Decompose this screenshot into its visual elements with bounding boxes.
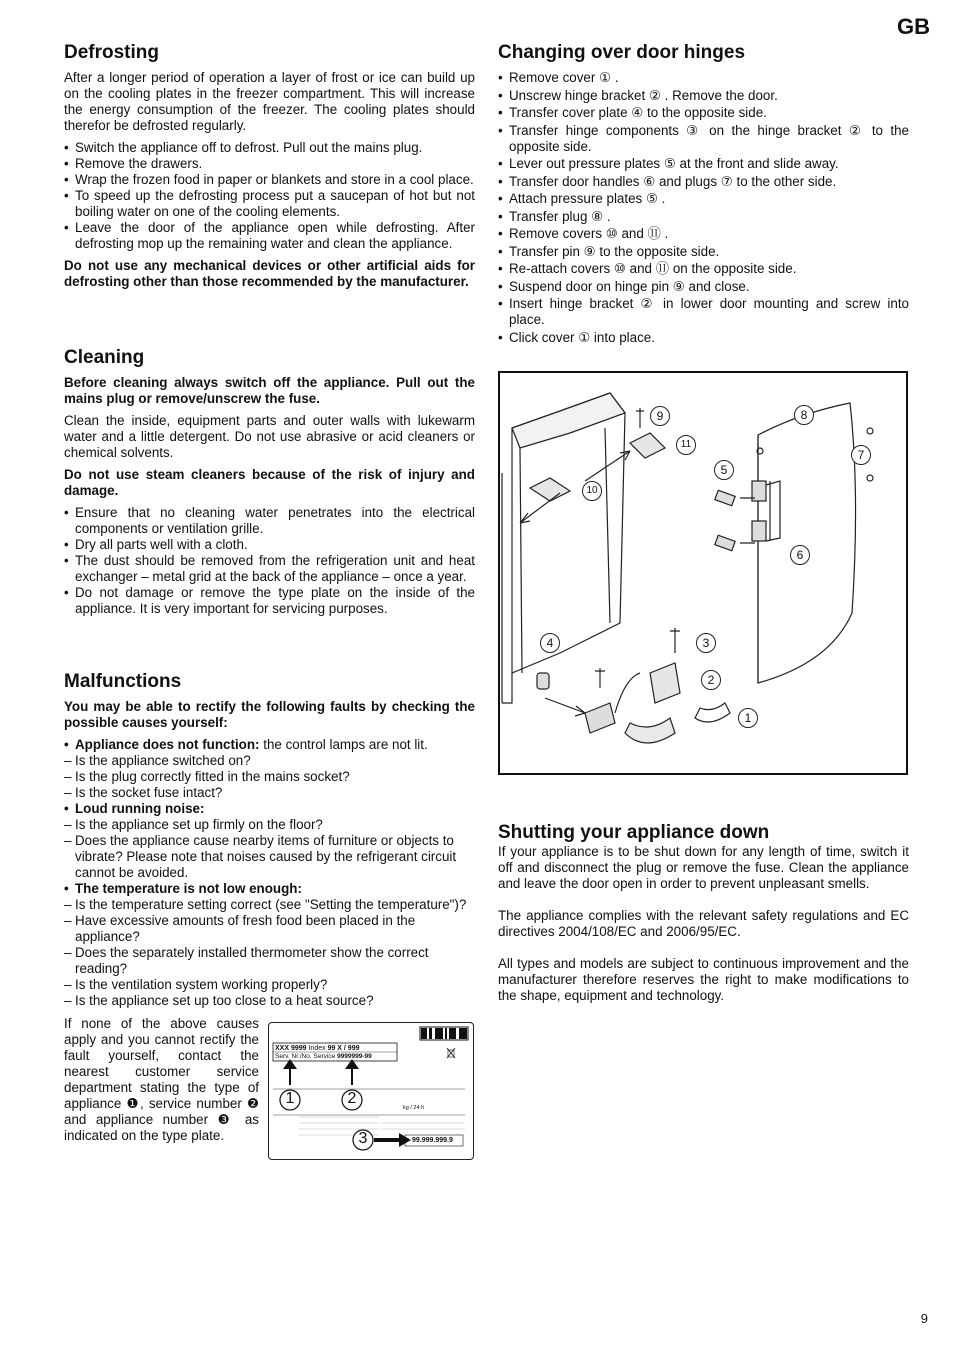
callout-9: 9: [650, 406, 670, 426]
list-item: • Attach pressure plates ⑤ .: [498, 191, 909, 207]
callout-11: 11: [676, 435, 696, 455]
type-plate-model: XXX 9999 Index 99 X / 999: [275, 1045, 360, 1052]
callout-7: 7: [851, 445, 871, 465]
callout-1: 1: [738, 708, 758, 728]
malfunctions-section: [64, 671, 475, 1009]
list-item: • To speed up the defrosting process put a saucepan of hot but not boiling water on one of the cooling elements.: [64, 188, 475, 220]
list-item: • Transfer plug ⑧ .: [498, 209, 909, 225]
hinges-title: Changing over door hinges: [498, 42, 746, 63]
callout-10: 10: [582, 481, 602, 501]
page-number: 9: [920, 1311, 928, 1326]
defrosting-section: [64, 42, 475, 296]
shutdown-text: If your appliance is to be shut down for any length of time, switch it off and disconnect the plug or remove the fuse. Clean the appliance and leave the door open in order to prevent unpleasant smells.: [498, 844, 909, 891]
list-item: – Is the socket fuse intact?: [64, 785, 475, 801]
list-item: • Switch the appliance off to defrost. Pull out the mains plug.: [64, 140, 475, 156]
list-item: • Ensure that no cleaning water penetrates into the electrical components or ventilation grille.: [64, 505, 475, 537]
callout-6: 6: [790, 545, 810, 565]
fault-checks: [64, 753, 475, 801]
list-item: • Insert hinge bracket ② in lower door mounting and screw into place.: [498, 296, 909, 328]
type-plate-marker-3: 3: [358, 1130, 368, 1147]
list-item: – Is the ventilation system working properly?: [64, 977, 475, 993]
callout-2: 2: [701, 670, 721, 690]
callout-3: 3: [696, 633, 716, 653]
list-item: – Is the temperature setting correct (see "Setting the temperature")?: [64, 897, 475, 913]
type-plate-unit: kg / 24 h: [403, 1105, 425, 1111]
cleaning-warning: Before cleaning always switch off the appliance. Pull out the mains plug or remove/unscrew the fuse.: [64, 375, 475, 406]
list-item: • Re-attach covers ⑩ and ⑪ on the opposite side.: [498, 261, 909, 277]
compliance-text: The appliance complies with the relevant safety regulations and EC directives 2004/108/EC and 2006/95/EC.: [498, 908, 909, 939]
malfunctions-intro: You may be able to rectify the following faults by checking the possible causes yourself:: [64, 699, 475, 730]
type-plate-marker-2: 2: [347, 1090, 357, 1107]
list-item: • Click cover ① into place.: [498, 330, 909, 346]
list-item: • Wrap the frozen food in paper or blankets and store in a cool place.: [64, 172, 475, 188]
list-item: • Lever out pressure plates ⑤ at the front and slide away.: [498, 156, 909, 172]
callout-8: 8: [794, 405, 814, 425]
list-item: • Transfer hinge components ③ on the hinge bracket ② to the opposite side.: [498, 123, 909, 155]
cleaning-section: [64, 347, 475, 623]
list-item: • Do not damage or remove the type plate on the inside of the appliance. It is very important for servicing purposes.: [64, 585, 475, 617]
hinges-steps: [498, 70, 909, 346]
malfunctions-title: Malfunctions: [64, 671, 182, 692]
list-item: – Does the appliance cause nearby items of furniture or objects to vibrate? Please note that noises caused by the refrigerant circuit cannot be avoided.: [64, 833, 475, 881]
hinges-section: [498, 42, 909, 352]
modification-text: All types and models are subject to continuous improvement and the manufacturer therefore reserves the right to make modifications to the shape, equipment and technology.: [498, 956, 909, 1003]
fault-checks: [64, 897, 475, 1009]
type-plate-marker-1: 1: [285, 1090, 295, 1107]
cleaning-text: Clean the inside, equipment parts and outer walls with lukewarm water and a little detergent. Do not use abrasive or acid cleaners or chemical solvents.: [64, 413, 475, 460]
list-item: • Transfer cover plate ④ to the opposite side.: [498, 105, 909, 121]
list-item: • Remove cover ① .: [498, 70, 909, 86]
shutdown-title: Shutting your appliance down: [498, 822, 770, 843]
door-hinge-diagram: [498, 371, 908, 775]
list-item: – Have excessive amounts of fresh food been placed in the appliance?: [64, 913, 475, 945]
fault-heading: • The temperature is not low enough:: [64, 881, 475, 897]
defrosting-title: Defrosting: [64, 42, 159, 63]
cleaning-title: Cleaning: [64, 347, 145, 368]
fault-checks: [64, 817, 475, 881]
type-plate-appliance-number: 99.999.999.9: [412, 1137, 453, 1144]
fault-heading: • Loud running noise:: [64, 801, 475, 817]
list-item: – Does the separately installed thermometer show the correct reading?: [64, 945, 475, 977]
list-item: • Remove the drawers.: [64, 156, 475, 172]
callout-4: 4: [540, 633, 560, 653]
defrosting-warning: Do not use any mechanical devices or other artificial aids for defrosting other than those recommended by the manufacturer.: [64, 258, 475, 289]
list-item: • Remove covers ⑩ and ⑪ .: [498, 226, 909, 242]
list-item: – Is the plug correctly fitted in the mains socket?: [64, 769, 475, 785]
list-item: • Suspend door on hinge pin ⑨ and close.: [498, 279, 909, 295]
language-tag: GB: [897, 14, 930, 39]
cleaning-warning-steam: Do not use steam cleaners because of the risk of injury and damage.: [64, 467, 475, 498]
fault-heading: • Appliance does not function: the control lamps are not lit.: [64, 737, 475, 753]
list-item: • Leave the door of the appliance open while defrosting. After defrosting mop up the remaining water and clean the appliance.: [64, 220, 475, 252]
list-item: • Dry all parts well with a cloth.: [64, 537, 475, 553]
list-item: • Unscrew hinge bracket ② . Remove the door.: [498, 88, 909, 104]
contact-service-text: If none of the above causes apply and you cannot rectify the fault yourself, contact the nearest customer service department stating the type of appliance ❶, service number ❷ and appliance number ❸ as indicated on the type plate.: [64, 1016, 259, 1143]
callout-5: 5: [714, 460, 734, 480]
defrosting-steps: [64, 140, 475, 252]
door-hinge-drawing: [500, 373, 905, 772]
list-item: – Is the appliance set up too close to a heat source?: [64, 993, 475, 1009]
list-item: • Transfer pin ⑨ to the opposite side.: [498, 244, 909, 260]
list-item: • Transfer door handles ⑥ and plugs ⑦ to the other side.: [498, 174, 909, 190]
type-plate-illustration: [268, 1022, 474, 1160]
list-item: – Is the appliance switched on?: [64, 753, 475, 769]
list-item: • The dust should be removed from the refrigeration unit and heat exchanger – metal grid at the back of the appliance – once a year.: [64, 553, 475, 585]
defrosting-intro: After a longer period of operation a layer of frost or ice can build up on the cooling plates in the freezer compartment. This will increase the energy consumption of the freezer. The cooling plates should therefor be defrosted regularly.: [64, 70, 475, 133]
cleaning-items: [64, 505, 475, 617]
list-item: – Is the appliance set up firmly on the floor?: [64, 817, 475, 833]
shutdown-section: [498, 822, 909, 1010]
type-plate-service: Serv. Nr./No. Service 9999999-99: [275, 1053, 372, 1060]
